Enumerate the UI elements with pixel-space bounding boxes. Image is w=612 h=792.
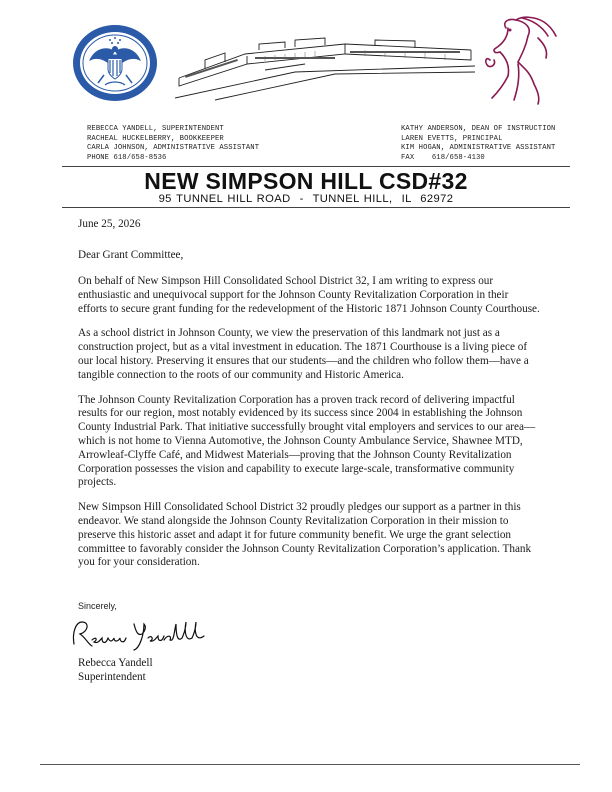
closing: Sincerely, — [78, 601, 117, 611]
district-address: 95 TUNNEL HILL ROAD - TUNNEL HILL, IL 62972 — [158, 193, 454, 205]
signer-block — [78, 657, 153, 685]
staff-line: KIM HOGAN, ADMINISTRATIVE ASSISTANT — [401, 144, 556, 153]
staff-line: CARLA JOHNSON, ADMINISTRATIVE ASSISTANT — [87, 144, 260, 153]
fax-line: FAX 618/658-4130 — [401, 153, 485, 162]
phone-line: PHONE 618/658-8536 — [87, 153, 167, 162]
mustang-mascot-icon — [478, 14, 560, 106]
letter-date: June 25, 2026 — [78, 218, 141, 230]
paragraph: As a school district in Johnson County, we view the preservation of this landmark not just as a construction project, but as a vital investment in education. The 1871 Courthouse is a living piece of our local history. Preserving it ensures that our students—and the children who follow them—have a tangible connection to the roots of our community and Historic America. — [78, 327, 529, 381]
header-divider-top — [62, 166, 570, 167]
signature-image — [68, 614, 208, 654]
footer-divider — [40, 764, 580, 765]
paragraph: The Johnson County Revitalization Corporation has a proven track record of delivering impactful results for our region, most notably evidenced by its success since 2004 in establishing the Johnson County Industrial Park. That initiative successfully brought vital employers and services to our area—which is not home to Vienna Automotive, the Johnson County Ambulance Service, Shawnee MTD, Arrowleaf-Clyffe Café, and Midwest Materials—proving that the Johnson County Revitalization Corporation possesses the vision and capability to execute large-scale, transformative community projects. — [78, 393, 536, 489]
staff-line: KATHY ANDERSON, DEAN OF INSTRUCTION — [401, 125, 556, 133]
salutation: Dear Grant Committee, — [78, 249, 184, 261]
staff-line: REBECCA YANDELL, SUPERINTENDENT — [87, 125, 224, 133]
staff-list-left — [87, 125, 259, 163]
school-building-illustration — [175, 20, 475, 102]
district-title: NEW SIMPSON HILL CSD#32 — [144, 168, 468, 194]
paragraph: New Simpson Hill Consolidated School District 32 proudly pledges our support as a partner in this endeavor. We stand alongside the Johnson County Revitalization Corporation in their mission to preserve this historic asset and adapt it for future community benefit. We urge the grant selection committee to favorably consider the Johnson County Revitalization Corporation’s application. Thank you for your consideration. — [78, 501, 532, 569]
staff-list-right — [401, 125, 555, 163]
header-divider-bottom — [62, 207, 570, 208]
staff-line: LAREN EVETTS, PRINCIPAL — [401, 134, 503, 143]
letter-body — [78, 275, 540, 581]
staff-line: RACHEAL HUCKELBERRY, BOOKKEEPER — [87, 134, 224, 143]
great-seal-icon — [70, 23, 160, 103]
paragraph: On behalf of New Simpson Hill Consolidated School District 32, I am writing to express our enthusiastic and unequivocal support for the Johnson County Revitalization Corporation in their efforts to secure grant funding for the redevelopment of the Historic 1871 Johnson County Courthouse. — [78, 275, 540, 315]
signer-name: Rebecca Yandell — [78, 657, 153, 669]
signer-title: Superintendent — [78, 670, 146, 683]
